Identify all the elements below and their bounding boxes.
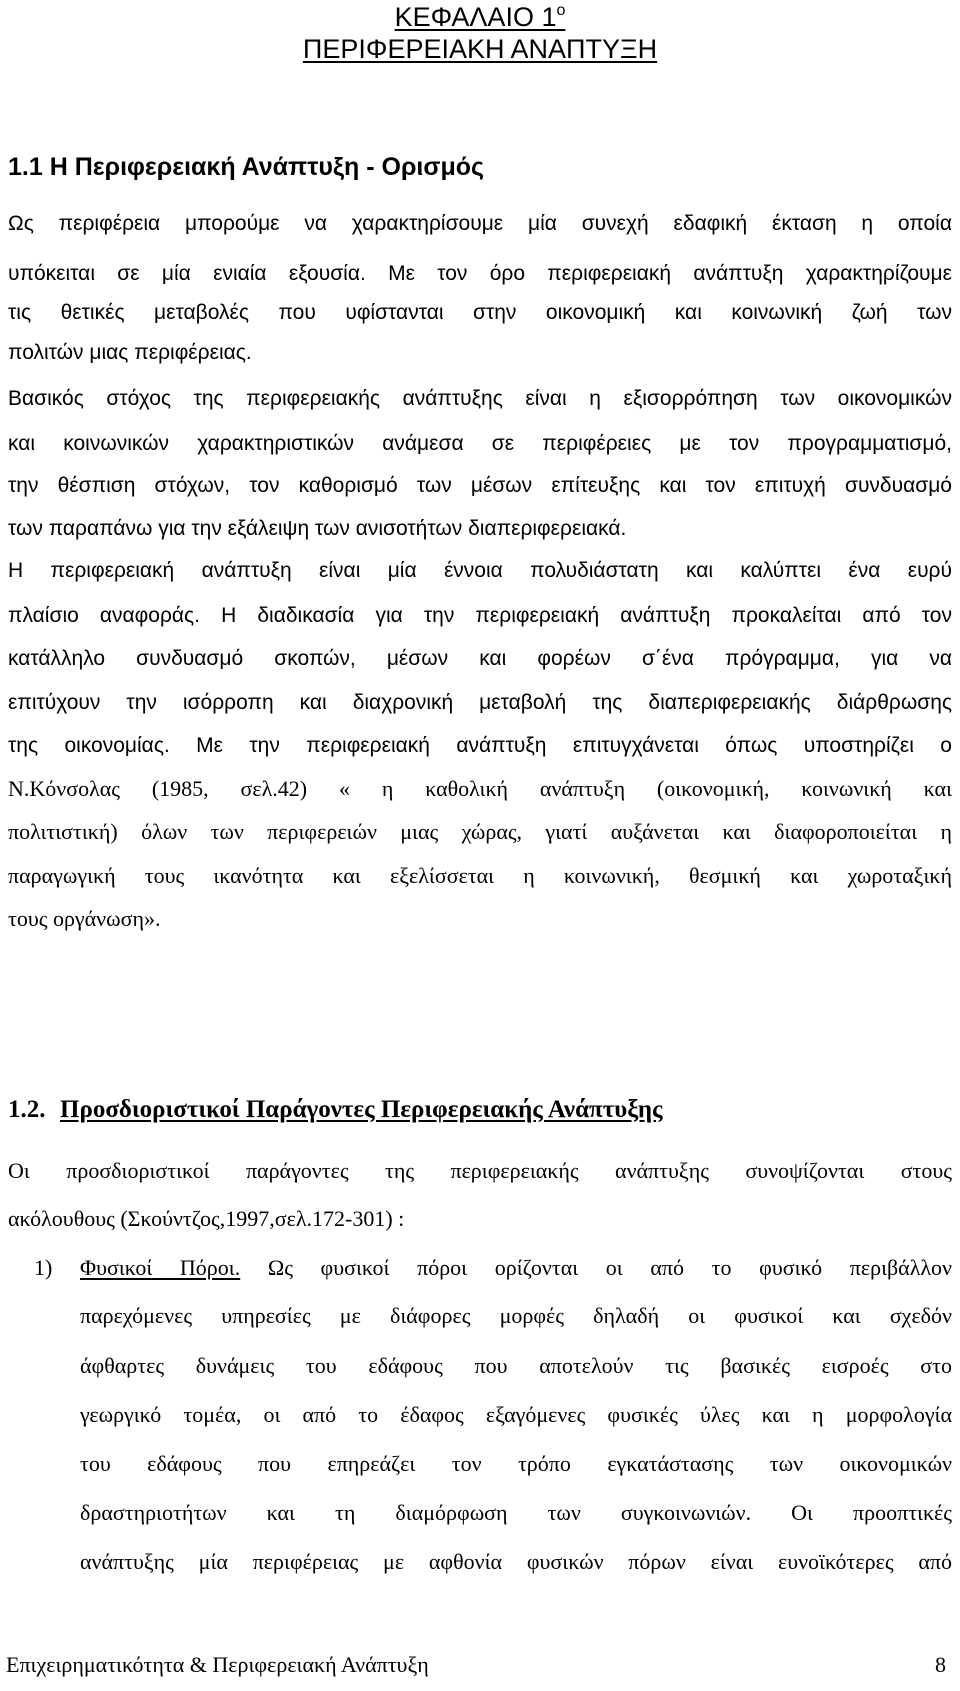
- list-item-line: ανάπτυξης μία περιφέρειας με αφθονία φυσικών πόρων είναι ευνοϊκότερες από: [80, 1549, 952, 1574]
- paragraph-line: Ν.Κόνσολας (1985, σελ.42) « η καθολική ανάπτυξη (οικονομική, κοινωνική και: [8, 776, 952, 801]
- list-item-line: του εδάφους που επηρεάζει τον τρόπο εγκατάστασης των οικονομικών: [80, 1451, 952, 1476]
- paragraph-line: Βασικός στόχος της περιφερειακής ανάπτυξης είναι η εξισορρόπηση των οικονομικών: [8, 387, 952, 410]
- paragraph-line: κατάλληλο συνδυασμό σκοπών, μέσων και φορέων σ΄ένα πρόγραμμα, για να: [8, 647, 952, 670]
- paragraph-line: πολιτιστική) όλων των περιφερειών μιας χώρας, γιατί αυξάνεται και διαφοροποιείται η: [8, 819, 952, 844]
- chapter-superscript: ο: [556, 2, 566, 19]
- paragraph-line: και κοινωνικών χαρακτηριστικών ανάμεσα σε περιφέρειες με τον προγραμματισμό,: [8, 432, 952, 455]
- section-1-heading: 1.1 Η Περιφερειακή Ανάπτυξη - Ορισμός: [8, 153, 485, 181]
- list-item-line: άφθαρτες δυνάμεις του εδάφους που αποτελούν τις βασικές εισροές στο: [80, 1353, 952, 1378]
- paragraph-line: πολιτών μιας περιφέρειας.: [8, 341, 252, 364]
- paragraph-line: Ως περιφέρεια μπορούμε να χαρακτηρίσουμε μία συνεχή εδαφική έκταση η οποία: [8, 212, 952, 235]
- page-number: 8: [935, 1652, 946, 1677]
- paragraph-line: Οι προσδιοριστικοί παράγοντες της περιφερειακής ανάπτυξης συνοψίζονται στους: [8, 1158, 952, 1183]
- list-item-first-line: Φυσικοί Πόροι. Ως φυσικοί πόροι ορίζονται οι από το φυσικό περιβάλλον: [80, 1255, 952, 1280]
- paragraph-line: ακόλουθους (Σκούντζος,1997,σελ.172-301) :: [8, 1206, 405, 1231]
- list-item-line: παρεχόμενες υπηρεσίες με διάφορες μορφές δηλαδή οι φυσικοί και σχεδόν: [80, 1303, 952, 1328]
- paragraph-line: Η περιφερειακή ανάπτυξη είναι μία έννοια πολυδιάστατη και καλύπτει ένα ευρύ: [8, 559, 952, 582]
- paragraph-line: πλαίσιο αναφοράς. Η διαδικασία για την περιφερειακή ανάπτυξη προκαλείται από τον: [8, 604, 952, 627]
- footer-title: Επιχειρηματικότητα & Περιφερειακή Ανάπτυξη: [6, 1652, 429, 1677]
- section-2-heading: [8, 1094, 663, 1126]
- paragraph-line: υπόκειται σε μία ενιαία εξουσία. Με τον όρο περιφερειακή ανάπτυξη χαρακτηρίζουμε: [8, 262, 952, 285]
- paragraph-line: παραγωγική τους ικανότητα και εξελίσσεται η κοινωνική, θεσμική και χωροταξική: [8, 863, 952, 888]
- paragraph-line: τις θετικές μεταβολές που υφίστανται στην οικονομική και κοινωνική ζωή των: [8, 301, 952, 324]
- list-item-line: γεωργικό τομέα, οι από το έδαφος εξαγόμενες φυσικές ύλες και η μορφολογία: [80, 1402, 952, 1427]
- paragraph-line: της οικονομίας. Με την περιφερειακή ανάπτυξη επιτυγχάνεται όπως υποστηρίζει ο: [8, 734, 952, 757]
- paragraph-line: την θέσπιση στόχων, τον καθορισμό των μέσων επίτευξης και τον επιτυχή συνδυασμό: [8, 474, 952, 497]
- paragraph-line: τους οργάνωση».: [8, 906, 161, 931]
- chapter-label: ΚΕΦΑΛΑΙΟ $1^o$: [394, 2, 566, 32]
- list-item-term: Φυσικοί Πόροι.: [80, 1255, 241, 1280]
- section-2-title: Προσδιοριστικοί Παράγοντες Περιφερειακής Ανάπτυξης: [60, 1096, 663, 1123]
- section-2-number: 1.2.: [8, 1096, 46, 1123]
- paragraph-line: των παραπάνω για την εξάλειψη των ανισοτήτων διαπεριφερειακά.: [8, 517, 627, 540]
- paragraph-line: επιτύχουν την ισόρροπη και διαχρονική μεταβολή της διαπεριφερειακής διάρθρωσης: [8, 691, 952, 714]
- list-item-number: 1): [34, 1255, 53, 1280]
- chapter-title: ΠΕΡΙΦΕΡΕΙΑΚΗ ΑΝΑΠΤΥΞΗ: [302, 34, 658, 64]
- list-item-line: δραστηριοτήτων και τη διαμόρφωση των συγκοινωνιών. Οι προοπτικές: [80, 1500, 952, 1525]
